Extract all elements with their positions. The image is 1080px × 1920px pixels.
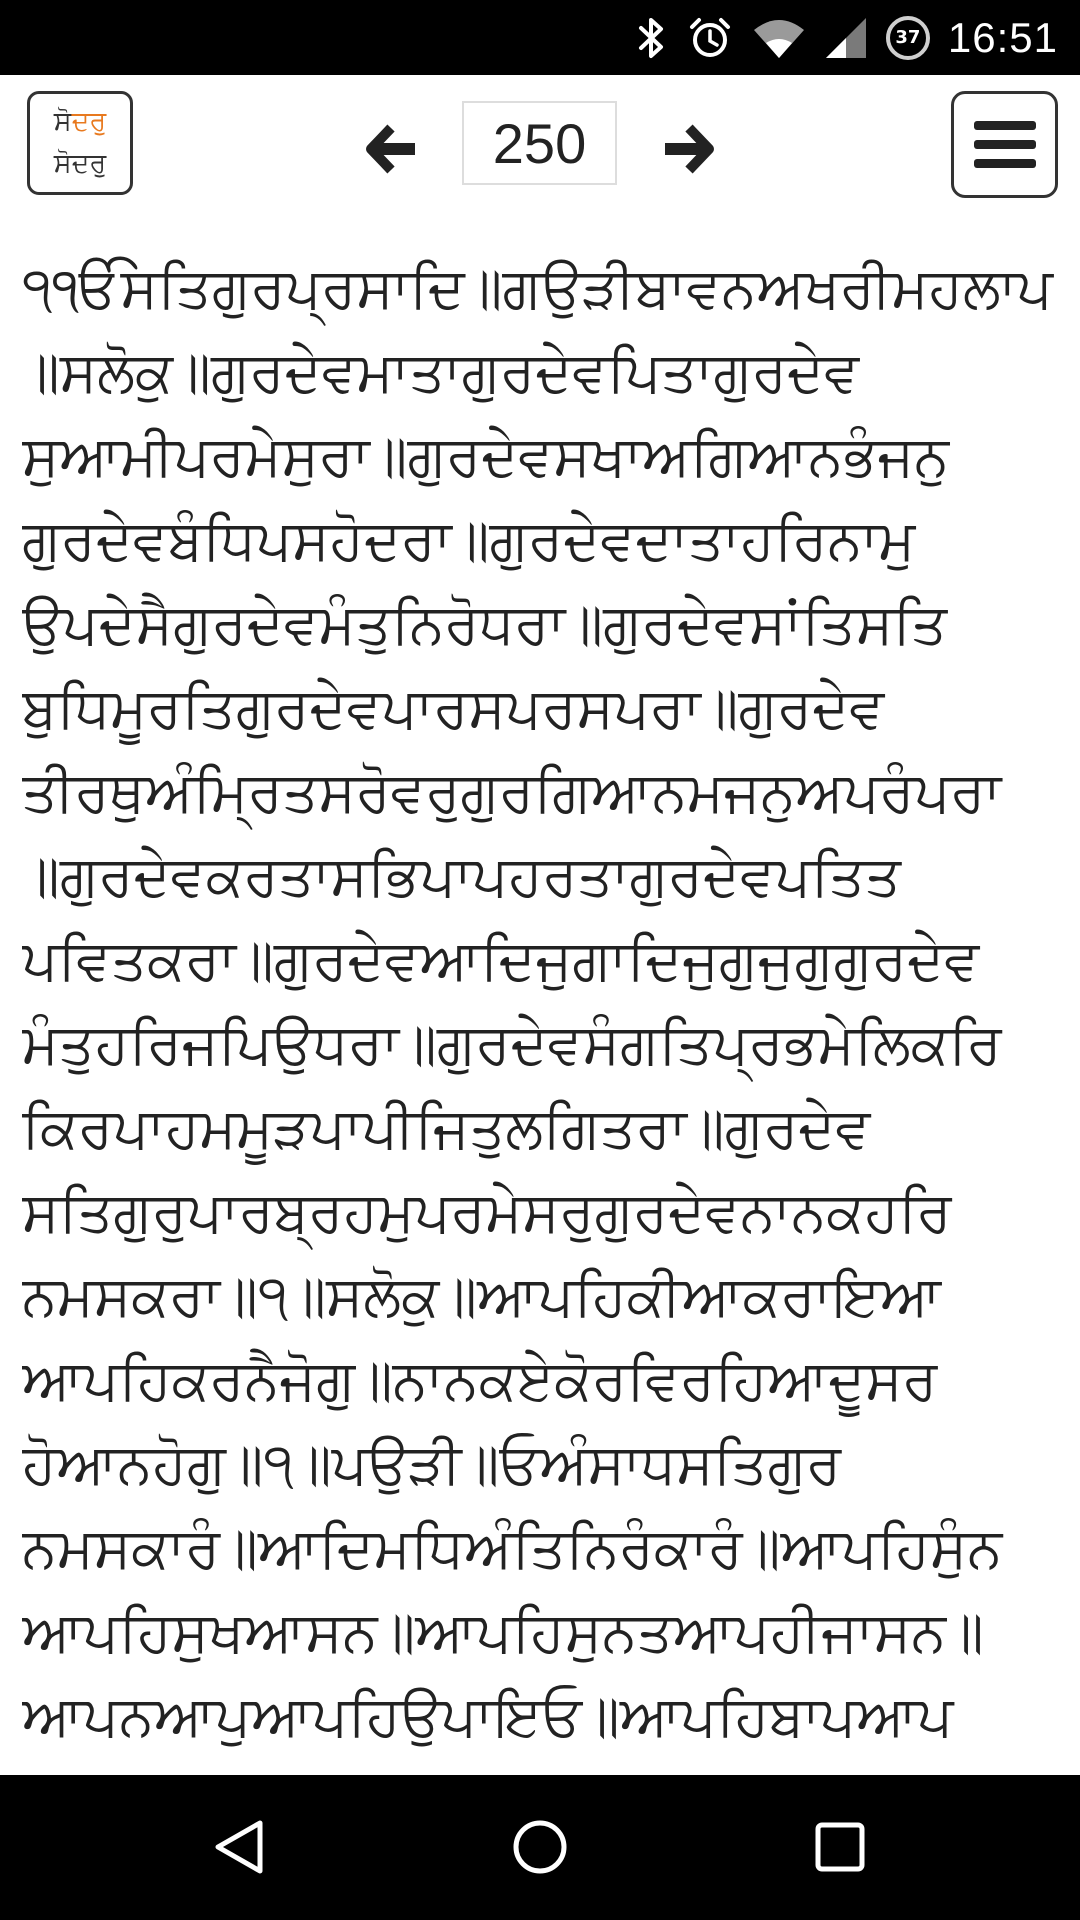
text-line: ॥ਗੁਰਦੇਵਕਰਤਾਸਭਿਪਾਪਹਰਤਾਗੁਰਦੇਵਪਤਿਤ	[22, 844, 901, 909]
home-circle-icon	[510, 1817, 570, 1877]
text-line: ਆਪਨਆਪੁਆਪਹਿਉਪਾਇਓ॥ਆਪਹਿਬਾਪਆਪ	[22, 1684, 954, 1749]
arrow-right-icon	[661, 124, 715, 174]
text-line: ਉਪਦੇਸੈਗੁਰਦੇਵਮੰਤੁਨਿਰੋਧਰਾ॥ਗੁਰਦੇਵਸਾਂਤਿਸਤਿ	[22, 592, 948, 657]
logo-line-2: ਸੋਦਰੁ	[53, 148, 107, 179]
text-line: ਨਮਸਕਰਾ॥੧॥ਸਲੋਕੁ॥ਆਪਹਿਕੀਆਕਰਾਇਆ	[22, 1264, 942, 1329]
status-bar	[0, 0, 1080, 75]
logo-line-1	[54, 101, 107, 143]
arrow-left-icon	[365, 124, 419, 174]
text-line: ਆਪਹਿਸੁਖਆਸਨ॥ਆਪਹਿਸੁਨਤਆਪਹੀਜਾਸਨ॥	[22, 1600, 984, 1665]
nav-back-button[interactable]	[205, 1812, 275, 1882]
back-triangle-icon	[210, 1817, 270, 1877]
text-line: ਗੁਰਦੇਵਬੰਧਿਪਸਹੋਦਰਾ॥ਗੁਰਦੇਵਦਾਤਾਹਰਿਨਾਮੁ	[22, 508, 916, 573]
text-line: ਹੋਆਨਹੋਗੁ॥੧॥ਪਉੜੀ॥ਓਅੰਸਾਧਸਤਿਗੁਰ	[22, 1432, 842, 1497]
text-line: ੧ੴਸਤਿਗੁਰਪ੍ਰਸਾਦਿ॥ਗਉੜੀਬਾਵਨਅਖਰੀਮਹਲਾਪ	[22, 256, 1053, 321]
app-logo[interactable]	[27, 91, 133, 195]
text-line: ਮੰਤੁਹਰਿਜਪਿਉਧਰਾ॥ਗੁਰਦੇਵਸੰਗਤਿਪ੍ਰਭਮੇਲਿਕਰਿ	[22, 1012, 1002, 1077]
text-line: ਨਮਸਕਾਰੰ॥ਆਦਿਮਧਿਅੰਤਿਨਿਰੰਕਾਰੰ॥ਆਪਹਿਸੁੰਨ	[22, 1516, 1003, 1581]
battery-level: 37	[895, 27, 921, 48]
nav-home-button[interactable]	[505, 1812, 575, 1882]
app-header	[0, 75, 1080, 220]
status-clock: 16:51	[947, 13, 1058, 61]
text-line: ਕਿਰਪਾਹਮਮੂੜਪਾਪੀਜਿਤੁਲਗਿਤਰਾ॥ਗੁਰਦੇਵ	[22, 1096, 871, 1161]
gurbani-text[interactable]	[0, 240, 1080, 1775]
wifi-icon	[752, 16, 806, 60]
recents-square-icon	[810, 1817, 870, 1877]
page-number[interactable]: 250	[462, 101, 617, 185]
text-line: ਸੁਆਮੀਪਰਮੇਸੁਰਾ॥ਗੁਰਦੇਵਸਖਾਅਗਿਆਨਭੰਜਨੁ	[22, 424, 950, 489]
prev-page-button[interactable]	[362, 119, 422, 179]
bluetooth-icon	[634, 15, 668, 61]
text-line: ਬੁਧਿਮੂਰਤਿਗੁਰਦੇਵਪਾਰਸਪਰਸਪਰਾ॥ਗੁਰਦੇਵ	[22, 676, 885, 741]
logo-text-1b: ਦਰੁ	[71, 106, 107, 137]
logo-text-1a: ਸੋ	[53, 106, 72, 137]
next-page-button[interactable]	[658, 119, 718, 179]
system-nav-bar	[0, 1775, 1080, 1920]
menu-button[interactable]	[951, 91, 1058, 198]
text-line: ॥ਸਲੋਕੁ॥ਗੁਰਦੇਵਮਾਤਾਗੁਰਦੇਵਪਿਤਾਗੁਰਦੇਵ	[22, 340, 860, 405]
text-line: ਤੀਰਥੁਅੰਮ੍ਰਿਤਸਰੋਵਰੁਗੁਰਗਿਆਨਮਜਨੁਅਪਰੰਪਰਾ	[22, 760, 1002, 825]
hamburger-menu-icon	[974, 119, 1036, 171]
cell-signal-icon	[824, 16, 868, 60]
text-line: ਆਪਹਿਕਰਨੈਜੋਗੁ॥ਨਾਨਕਏਕੋਰਵਿਰਹਿਆਦੂਸਰ	[22, 1348, 938, 1413]
nav-recents-button[interactable]	[805, 1812, 875, 1882]
battery-icon	[886, 16, 930, 60]
status-icons	[634, 0, 1058, 75]
text-line: ਪਵਿਤਕਰਾ॥ਗੁਰਦੇਵਆਦਿਜੁਗਾਦਿਜੁਗੁਜੁਗੁਗੁਰਦੇਵ	[22, 928, 980, 993]
alarm-icon	[686, 14, 734, 62]
text-line: ਸਤਿਗੁਰੁਪਾਰਬ੍ਰਹਮੁਪਰਮੇਸਰੁਗੁਰਦੇਵਨਾਨਕਹਰਿ	[22, 1180, 952, 1245]
